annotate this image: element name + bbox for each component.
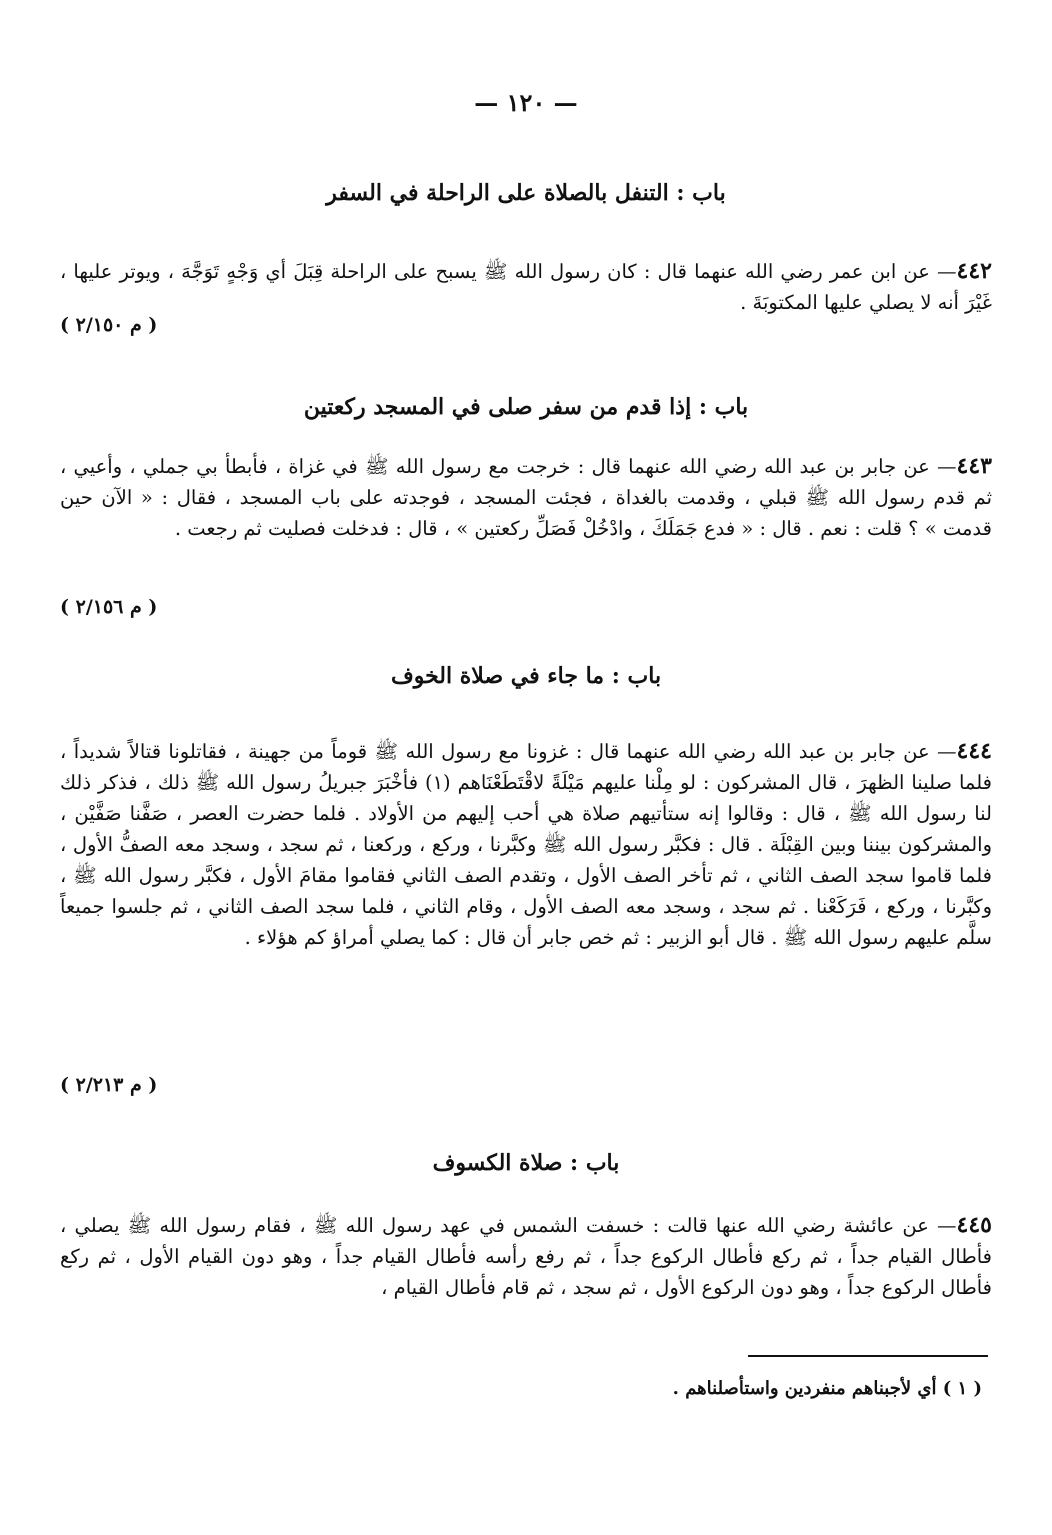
footnote-divider [748, 1355, 988, 1357]
hadith-text: — عن جابر بن عبد الله رضي الله عنهما قال : خرجت مع رسول الله ﷺ في غزاة ، فأبطأ بي جملي ، وأعيي ، ثم قدم رسول الله ﷺ قبلي ، وقدمت بالغداة ، فجئت المسجد ، فوجدته على باب المسجد ، فقال : « الآن حين قدمت » ؟ قلت : نعم . قال : « فدع جَمَلَكَ ، وادْخُلْ فَصَلِّ ركعتين » ، قال : فدخلت فصليت ثم رجعت . [60, 455, 992, 540]
footnote: ( ١ ) أي لأجبناهم منفردين واستأصلناهم . [672, 1378, 982, 1399]
hadith-442 [60, 256, 992, 318]
hadith-number: ٤٤٢ [956, 258, 992, 284]
section-heading-443: باب : إذا قدم من سفر صلى في المسجد ركعتين [303, 394, 749, 420]
hadith-text: — عن عائشة رضي الله عنها قالت : خسفت الشمس في عهد رسول الله ﷺ ، فقام رسول الله ﷺ يصلي ، فأطال القيام جداً ، ثم ركع فأطال الركوع جداً ، ثم رفع رأسه فأطال القيام جداً ، وهو دون القيام الأول ، ثم ركع فأطال الركوع جداً ، وهو دون الركوع الأول ، ثم سجد ، ثم قام فأطال القيام ، [60, 1214, 992, 1299]
section-heading-445: باب : صلاة الكسوف [432, 1150, 620, 1176]
section-heading-444: باب : ما جاء في صلاة الخوف [390, 663, 662, 689]
reference-444: ( م ٢/٢١٣ ) [60, 1074, 158, 1096]
page-number: — ١٢٠ — [474, 88, 578, 117]
hadith-445 [60, 1210, 992, 1303]
hadith-number: ٤٤٤ [956, 738, 992, 764]
hadith-number: ٤٤٣ [956, 453, 992, 479]
hadith-443 [60, 451, 992, 544]
hadith-text: — عن ابن عمر رضي الله عنهما قال : كان رسول الله ﷺ يسبح على الراحلة قِبَلَ أي وَجْهٍ تَوَجَّهَ ، ويوتر عليها ، غَيْرَ أنه لا يصلي عليها المكتوبَةَ . [60, 260, 992, 314]
reference-443: ( م ٢/١٥٦ ) [60, 596, 158, 618]
reference-442: ( م ٢/١٥٠ ) [60, 314, 158, 336]
hadith-number: ٤٤٥ [956, 1212, 992, 1238]
hadith-444 [60, 736, 992, 953]
hadith-text: — عن جابر بن عبد الله رضي الله عنهما قال : غزونا مع رسول الله ﷺ قوماً من جهينة ، فقاتلونا قتالاً شديداً ، فلما صلينا الظهرَ ، قال المشركون : لو مِلْنا عليهم مَيْلَةً لاقْتَطَعْنَاهم (١) فأخْبَرَ جبريلُ رسول الله ﷺ ذلك ، فذكر ذلك لنا رسول الله ﷺ ، قال : وقالوا إنه ستأتيهم صلاة هي أحب إليهم من الأولاد . فلما حضرت العصر ، صَفَّنا صَفَّيْن ، والمشركون بيننا وبين القِبْلَة . قال : فكبَّر رسول الله ﷺ وكبَّرنا ، وركع ، وركعنا ، ثم سجد ، وسجد معه الصفُّ الأول ، فلما قاموا سجد الصف الثاني ، ثم تأخر الصف الأول ، وتقدم الصف الثاني فقاموا مقامَ الأول ، فكبَّر رسول الله ﷺ ، وكبَّرنا ، وركع ، فَرَكَعْنا . ثم سجد ، وسجد معه الصف الأول ، وقام الثاني ، فلما سجد الصف الثاني ، ثم جلسوا جميعاً سلَّم عليهم رسول الله ﷺ . قال أبو الزبير : ثم خص جابر أن قال : كما يصلي أمراؤ كم هؤلاء . [60, 740, 992, 949]
section-heading-442: باب : التنفل بالصلاة على الراحلة في السفر [326, 180, 726, 206]
